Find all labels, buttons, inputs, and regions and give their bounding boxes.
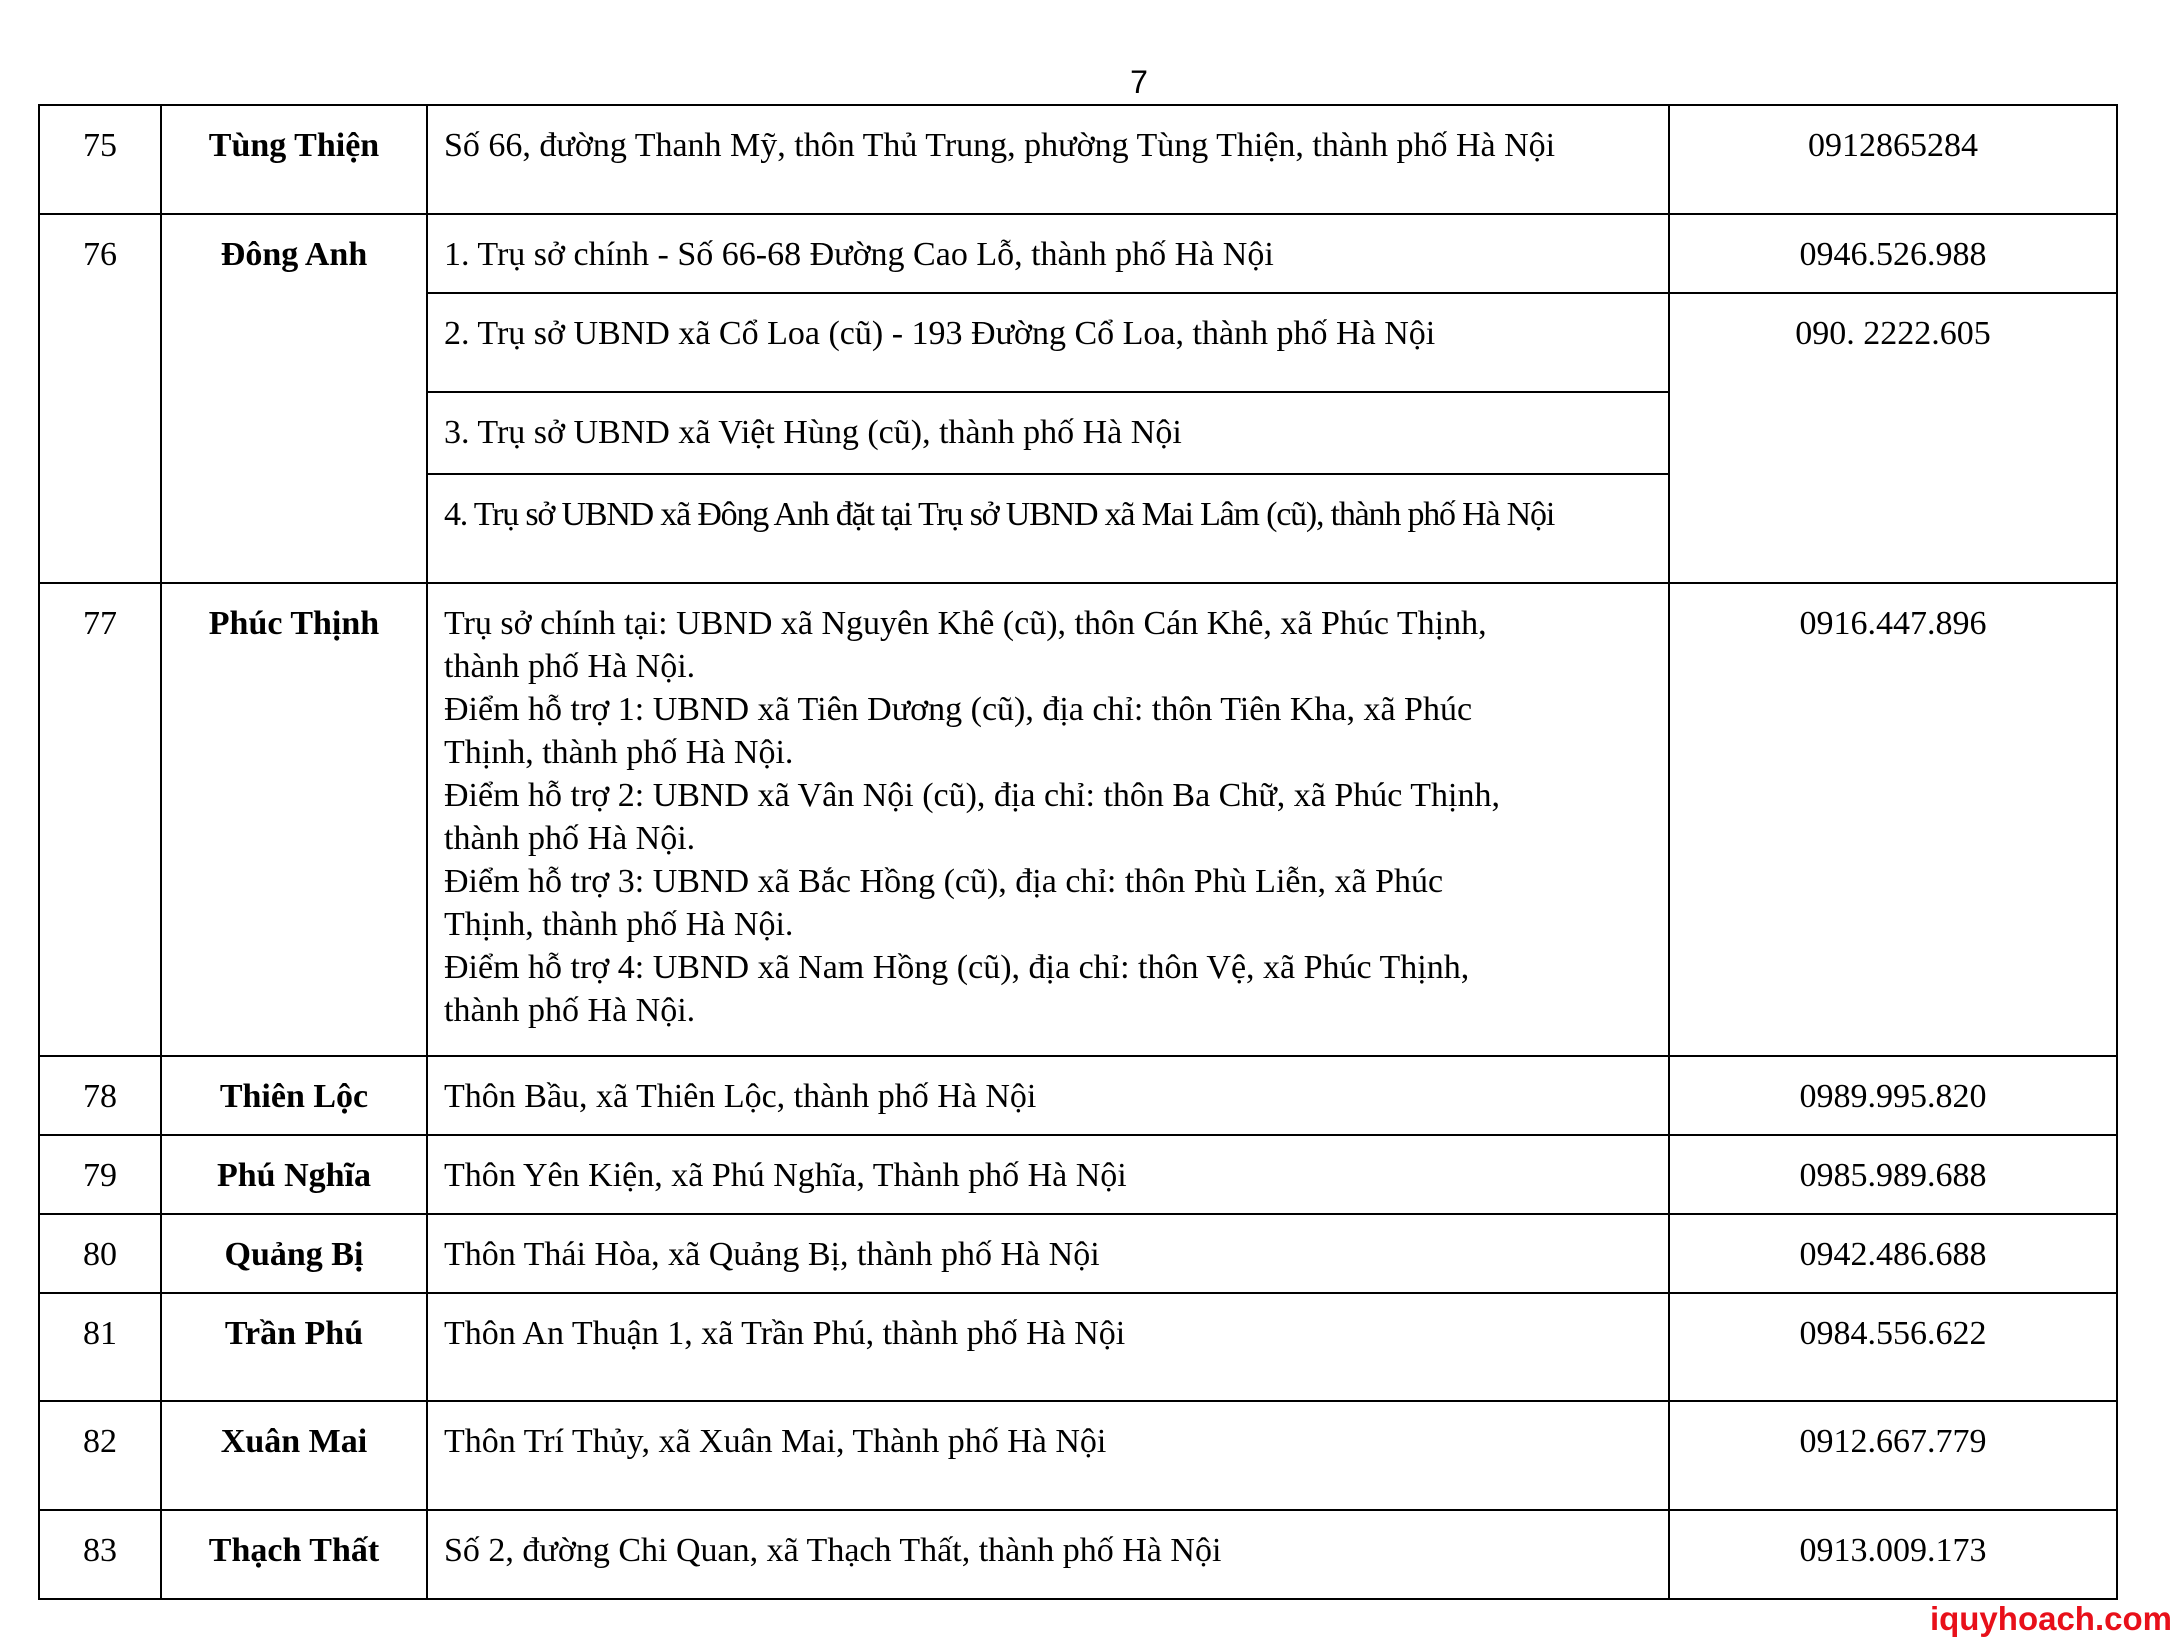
- address-line: thành phố Hà Nội.: [444, 820, 696, 857]
- address-line: Điểm hỗ trợ 2: UBND xã Vân Nội (cũ), địa chỉ: thôn Ba Chữ, xã Phúc Thịnh,: [444, 777, 1500, 814]
- unit-name: Trần Phú: [161, 1293, 427, 1401]
- row-number: 82: [39, 1401, 161, 1510]
- address-line: Thịnh, thành phố Hà Nội.: [444, 906, 794, 943]
- table-row: [39, 583, 2117, 1056]
- row-number: 76: [39, 214, 161, 583]
- phone-cell: 090. 2222.605: [1669, 293, 2117, 583]
- unit-name: Xuân Mai: [161, 1401, 427, 1510]
- phone-cell: 0946.526.988: [1669, 214, 2117, 293]
- address-line: Thịnh, thành phố Hà Nội.: [444, 734, 794, 771]
- phone-cell: 0984.556.622: [1669, 1293, 2117, 1401]
- unit-name: Tùng Thiện: [161, 105, 427, 214]
- address-line: Trụ sở chính tại: UBND xã Nguyên Khê (cũ), thôn Cán Khê, xã Phúc Thịnh,: [444, 605, 1487, 642]
- unit-name: Đông Anh: [161, 214, 427, 583]
- table-row: [39, 105, 2117, 214]
- table-row: [39, 1135, 2117, 1214]
- address-cell: 4. Trụ sở UBND xã Đông Anh đặt tại Trụ sở UBND xã Mai Lâm (cũ), thành phố Hà Nội: [427, 474, 1669, 583]
- phone-cell: 0942.486.688: [1669, 1214, 2117, 1293]
- row-number: 75: [39, 105, 161, 214]
- address-cell: Thôn Bầu, xã Thiên Lộc, thành phố Hà Nội: [427, 1056, 1669, 1135]
- address-line: thành phố Hà Nội.: [444, 648, 696, 685]
- phone-cell: 0912865284: [1669, 105, 2117, 214]
- page-number: 7: [1130, 64, 1148, 100]
- row-number: 83: [39, 1510, 161, 1599]
- contact-table: [38, 104, 2118, 1600]
- phone-cell: 0916.447.896: [1669, 583, 2117, 1056]
- address-cell: Số 2, đường Chi Quan, xã Thạch Thất, thành phố Hà Nội: [427, 1510, 1669, 1599]
- row-number: 77: [39, 583, 161, 1056]
- address-line: Điểm hỗ trợ 3: UBND xã Bắc Hồng (cũ), địa chỉ: thôn Phù Liễn, xã Phúc: [444, 863, 1444, 900]
- address-cell: [427, 583, 1669, 1056]
- phone-cell: 0989.995.820: [1669, 1056, 2117, 1135]
- row-number: 79: [39, 1135, 161, 1214]
- unit-name: Phúc Thịnh: [161, 583, 427, 1056]
- address-line: Điểm hỗ trợ 4: UBND xã Nam Hồng (cũ), địa chỉ: thôn Vệ, xã Phúc Thịnh,: [444, 949, 1470, 986]
- phone-cell: 0913.009.173: [1669, 1510, 2117, 1599]
- watermark: iquyhoach.com: [1929, 1600, 2172, 1637]
- table-row: [39, 1293, 2117, 1401]
- address-line: Điểm hỗ trợ 1: UBND xã Tiên Dương (cũ), địa chỉ: thôn Tiên Kha, xã Phúc: [444, 691, 1473, 728]
- address-cell: 1. Trụ sở chính - Số 66-68 Đường Cao Lỗ, thành phố Hà Nội: [427, 214, 1669, 293]
- address-cell: Thôn Trí Thủy, xã Xuân Mai, Thành phố Hà Nội: [427, 1401, 1669, 1510]
- unit-name: Thiên Lộc: [161, 1056, 427, 1135]
- table-row: [39, 1214, 2117, 1293]
- phone-cell: 0985.989.688: [1669, 1135, 2117, 1214]
- row-number: 78: [39, 1056, 161, 1135]
- phone-cell: 0912.667.779: [1669, 1401, 2117, 1510]
- table-row: [39, 1401, 2117, 1510]
- address-line: thành phố Hà Nội.: [444, 992, 696, 1029]
- address-cell: 2. Trụ sở UBND xã Cổ Loa (cũ) - 193 Đường Cổ Loa, thành phố Hà Nội: [427, 293, 1669, 392]
- unit-name: Quảng Bị: [161, 1214, 427, 1293]
- table-row: [39, 1056, 2117, 1135]
- row-number: 81: [39, 1293, 161, 1401]
- address-cell: Thôn An Thuận 1, xã Trần Phú, thành phố Hà Nội: [427, 1293, 1669, 1401]
- table-row: [39, 1510, 2117, 1599]
- unit-name: Phú Nghĩa: [161, 1135, 427, 1214]
- unit-name: Thạch Thất: [161, 1510, 427, 1599]
- address-cell: 3. Trụ sở UBND xã Việt Hùng (cũ), thành phố Hà Nội: [427, 392, 1669, 474]
- row-number: 80: [39, 1214, 161, 1293]
- address-cell: Số 66, đường Thanh Mỹ, thôn Thủ Trung, phường Tùng Thiện, thành phố Hà Nội: [427, 105, 1669, 214]
- address-cell: Thôn Yên Kiện, xã Phú Nghĩa, Thành phố Hà Nội: [427, 1135, 1669, 1214]
- table-row: [39, 214, 2117, 293]
- address-cell: Thôn Thái Hòa, xã Quảng Bị, thành phố Hà Nội: [427, 1214, 1669, 1293]
